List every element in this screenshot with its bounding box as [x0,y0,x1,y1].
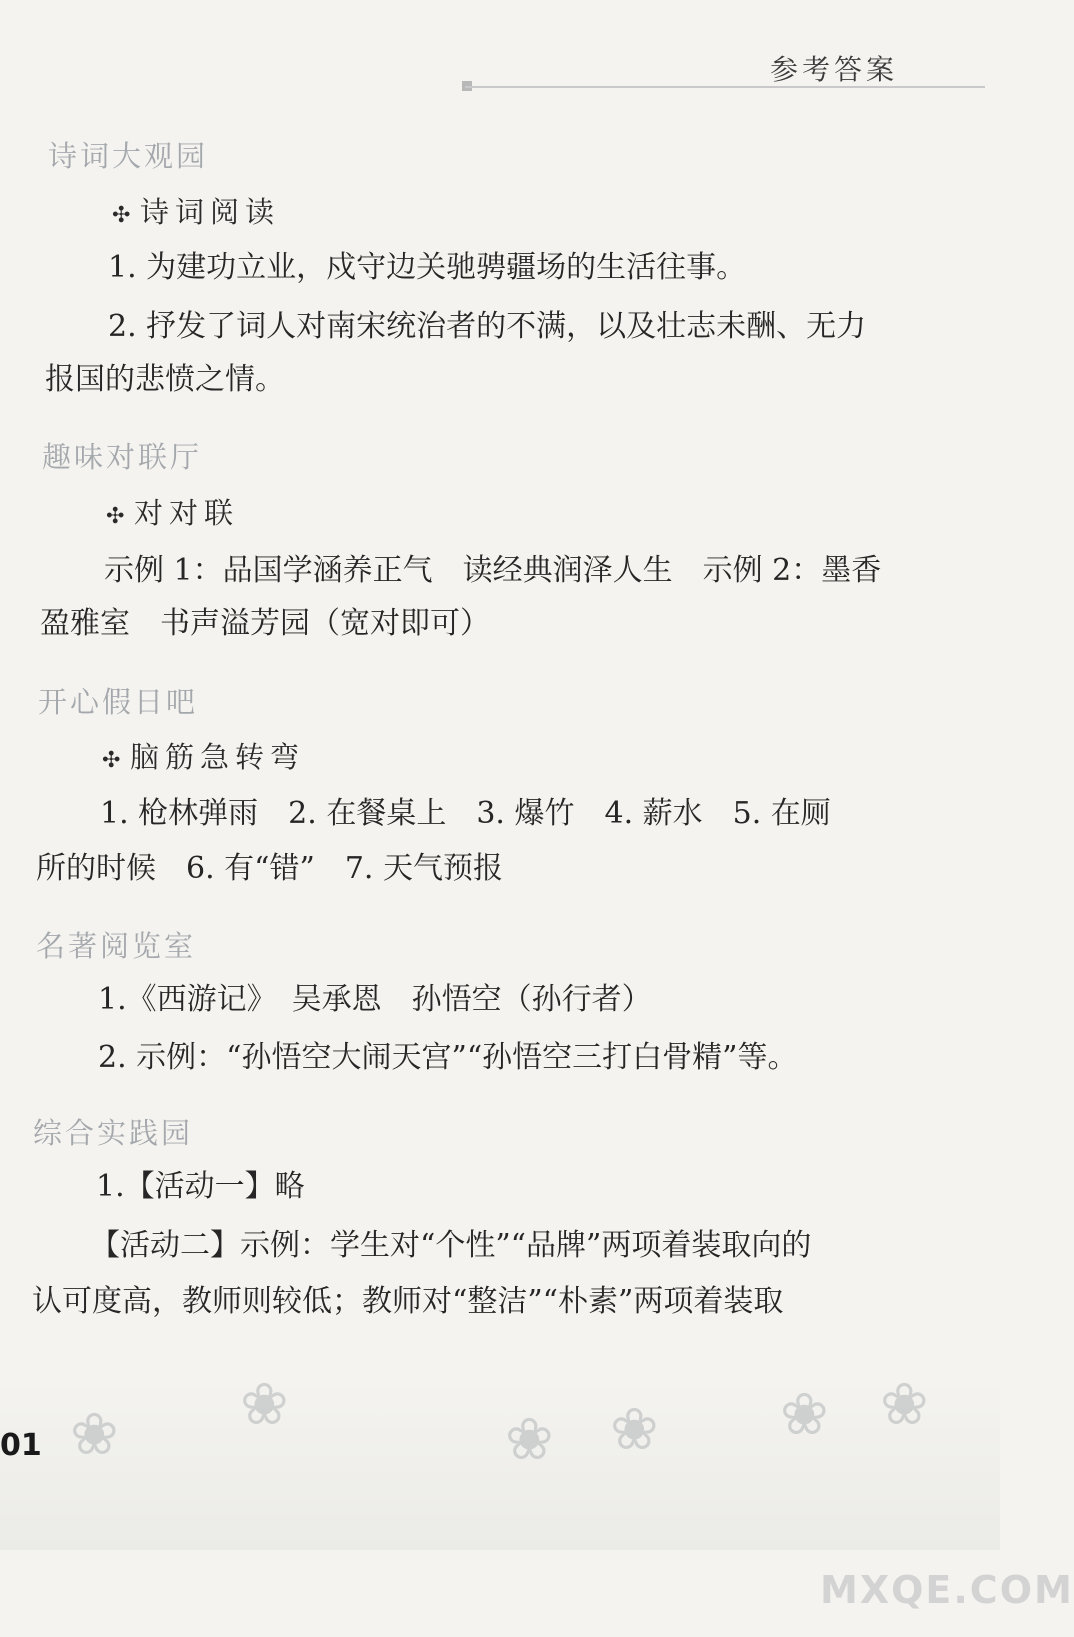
answer-line: 报国的悲愤之情。 [45,362,285,397]
header-rule [465,86,985,88]
answer-line: 1. 枪林弹雨 2. 在餐桌上 3. 爆竹 4. 薪水 5. 在厕 [100,796,831,831]
answer-line: 所的时候 6. 有“错” 7. 天气预报 [36,851,503,886]
section-title-poetry: 诗词大观园 [48,139,209,173]
flower-ornament-icon: ❀ [505,1405,554,1473]
section-title-practice: 综合实践园 [33,1116,194,1150]
section-title-classics: 名著阅览室 [36,929,197,963]
flower-ornament-icon: ❀ [780,1380,829,1448]
flower-ornament-icon: ❀ [240,1370,289,1438]
answer-line: 示例 1：品国学涵养正气 读经典润泽人生 示例 2：墨香 [104,553,882,588]
diamond-icon: ✣ [112,203,137,228]
flower-ornament-icon: ❀ [70,1400,119,1468]
answer-line: 1.【活动一】略 [96,1169,305,1204]
answer-line: 【活动二】示例：学生对“个性”“品牌”两项着装取向的 [90,1228,812,1263]
answer-line: 认可度高，教师则较低；教师对“整洁”“朴素”两项着装取 [32,1284,784,1319]
diamond-icon: ✣ [106,504,131,529]
flower-ornament-icon: ❀ [880,1370,929,1438]
section-title-couplet: 趣味对联厅 [42,440,203,474]
answer-line: 1.《西游记》 吴承恩 孙悟空（孙行者） [98,982,652,1017]
subtitle-riddle: ✣ 脑筋急转弯 [102,740,306,774]
subtitle-poetry-reading: ✣ 诗词阅读 [112,195,281,229]
answer-line: 盈雅室 书声溢芳园（宽对即可） [40,606,490,641]
answer-line: 2. 抒发了词人对南宋统治者的不满，以及壮志未酬、无力 [108,309,867,344]
flower-ornament-icon: ❀ [610,1395,659,1463]
header-label: 参考答案 [770,53,899,86]
section-title-holiday: 开心假日吧 [38,685,199,719]
answer-line: 1. 为建功立业，戍守边关驰骋疆场的生活往事。 [108,250,747,285]
footer-band [0,1380,1000,1550]
answer-line: 2. 示例：“孙悟空大闹天宫”“孙悟空三打白骨精”等。 [98,1040,798,1075]
subtitle-couplet: ✣ 对对联 [106,496,240,530]
page-number: 01 [0,1428,42,1463]
diamond-icon: ✣ [102,748,127,773]
watermark: MXQE.COM [820,1568,1074,1612]
